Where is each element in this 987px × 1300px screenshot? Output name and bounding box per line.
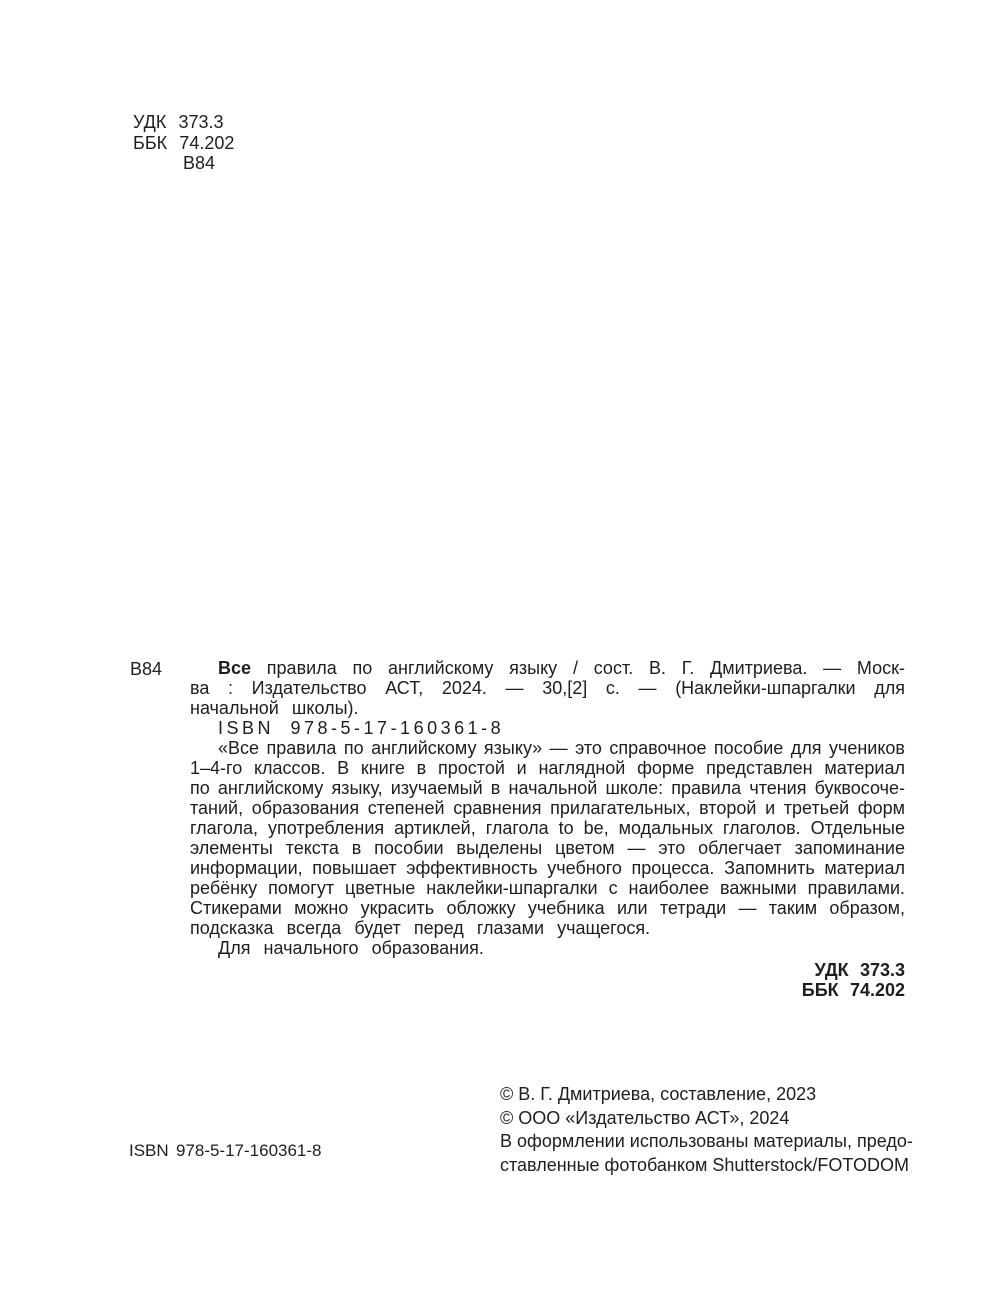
annotation-line: таний, образования степеней сравнения прилагательных, второй и третьей форм: [190, 798, 905, 818]
bib-title-bold: Все: [218, 658, 252, 678]
annotation-line: ребёнку помогут цветные наклейки-шпаргалки с наиболее важными правилами.: [190, 878, 905, 898]
bib-entry-line: ва : Издательство АСТ, 2024. — 30,[2] с. — (Наклейки-шпаргалки для: [190, 678, 905, 698]
annotation-line: глагола, употребления артиклей, глагола to be, модальных глаголов. Отдельные: [190, 818, 905, 838]
annotation-line: 1–4-го классов. В книге в простой и наглядной форме представлен материал: [190, 758, 905, 778]
bbk-code: ББК 74.202: [801, 980, 905, 1000]
top-classification-block: [133, 112, 234, 174]
annotation-line: «Все правила по английскому языку» — это справочное пособие для учеников: [218, 738, 905, 758]
copyright-line: ставленные фотобанком Shutterstock/FOTODOM: [500, 1154, 910, 1175]
catalog-card-text: [190, 658, 905, 1000]
isbn-line: ISBN 978-5-17-160361-8: [218, 718, 505, 738]
bib-entry-line: начальной школы).: [190, 698, 359, 718]
annotation-line: информации, повышает эффективность учебного процесса. Запомнить материал: [190, 858, 905, 878]
classification-codes-right: [190, 960, 905, 1000]
imprint-isbn: ISBN 978-5-17-160361-8: [129, 1141, 322, 1160]
catalog-card: [130, 658, 905, 1000]
copyright-line: © ООО «Издательство АСТ», 2024: [500, 1107, 790, 1128]
bbk-code: ББК 74.202: [133, 132, 235, 153]
copyright-line: В оформлении использованы материалы, предо-: [500, 1131, 913, 1151]
copyright-line: © В. Г. Дмитриева, составление, 2023: [500, 1084, 817, 1104]
annotation-line: по английскому языку, изучаемый в начальной школе: правила чтения буквосоче-: [190, 778, 905, 798]
annotation-line: элементы текста в пособии выделены цветом — это облегчает запоминание: [190, 838, 905, 858]
annotation-line: Стикерами можно украсить обложку учебника или тетради — таким образом,: [190, 898, 905, 918]
bib-entry-line: [190, 658, 905, 678]
annotation-line: подсказка всегда будет перед глазами учащегося.: [190, 918, 651, 938]
udk-code: УДК 373.3: [814, 960, 905, 980]
audience-note: Для начального образования.: [218, 938, 484, 958]
imprint-copyright-block: [500, 1083, 913, 1177]
author-sign-code: В84: [183, 153, 216, 173]
entry-code: В84: [130, 659, 163, 679]
bib-line1-rest: правила по английскому языку / сост. В. Г. Дмитриева. — Моск-: [251, 658, 905, 678]
udk-code: УДК 373.3: [133, 112, 224, 132]
